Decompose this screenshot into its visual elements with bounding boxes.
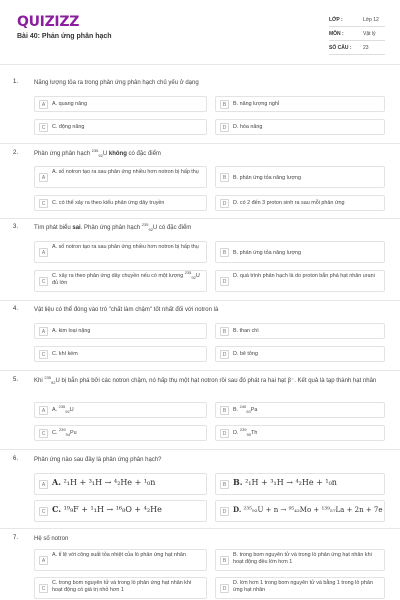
- option-letter-box: C: [39, 584, 48, 593]
- question-text: Phản ứng nào sau đây là phản ứng phân hạch?: [34, 457, 162, 463]
- worksheet-meta: [329, 13, 385, 55]
- option-text: D. $^{239}_{90}$Th: [233, 427, 258, 438]
- quizizz-logo: QUIZIZZ: [17, 14, 80, 30]
- question-number: 5.: [13, 377, 19, 383]
- option-text: B. phản ứng tỏa năng lượng: [233, 175, 302, 181]
- question-text: Hệ số notron: [34, 536, 69, 542]
- meta-class-row: [329, 13, 385, 27]
- answer-option[interactable]: [215, 323, 385, 339]
- option-text: D. quá trình phản hạch là do proton bắn phá hạt nhân urani: [233, 273, 375, 279]
- question-number: 2.: [13, 150, 19, 156]
- question-number: 1.: [13, 79, 19, 85]
- option-text: A. số notron tạo ra sau phản ứng nhiều hơn notron bị hấp thụ: [52, 244, 199, 250]
- option-letter-box: A: [39, 556, 48, 565]
- option-letter-box: A: [39, 327, 48, 336]
- question-number: 7.: [13, 535, 19, 541]
- option-letter-box: D: [220, 277, 229, 286]
- option-letter-box: D: [220, 123, 229, 132]
- answer-option[interactable]: [34, 346, 207, 362]
- option-letter-box: D: [220, 507, 229, 516]
- option-letter-box: B: [220, 327, 229, 336]
- question-text: Khi $^{235}_{92}$U bị bắn phá bởi các notron chậm, nó hấp thụ một hạt notron rồi sau đó phát ra hai hạt β⁻. Kết quả là tạp thành hạt nhân: [34, 375, 377, 386]
- option-text: B. năng lượng nghỉ: [233, 101, 280, 107]
- answer-option[interactable]: [34, 549, 207, 571]
- worksheet-title: Bài 40: Phản ứng phân hạch: [17, 33, 112, 40]
- option-text: D. có 2 đến 3 proton sinh ra sau mỗi phản ứng: [233, 200, 345, 206]
- option-text: C. trong bom nguyên tử và trong lò phản ứng hạt nhân khi hoạt động có giá trị nhỏ hơn 1: [52, 580, 192, 593]
- option-letter-box: D: [220, 429, 229, 438]
- answer-option[interactable]: [215, 195, 385, 211]
- option-letter-box: D: [220, 199, 229, 208]
- option-letter-box: A: [39, 100, 48, 109]
- answer-option[interactable]: [34, 425, 207, 441]
- question-text: Năng lượng tỏa ra trong phản ứng phân hạch chủ yếu ở dạng: [34, 80, 199, 86]
- answer-option[interactable]: [215, 425, 385, 441]
- meta-class-value: Lớp 12: [363, 17, 379, 23]
- answer-option[interactable]: [215, 241, 385, 263]
- answer-option[interactable]: [34, 96, 207, 112]
- option-text: A. số notron tạo ra sau phản ứng nhiều hơn notron bị hấp thụ: [52, 169, 199, 175]
- answer-option[interactable]: [215, 549, 385, 571]
- option-text: B. phản ứng tỏa năng lượng: [233, 250, 302, 256]
- option-text: D. bê tông: [233, 351, 258, 357]
- question-divider: [0, 143, 400, 144]
- answer-option[interactable]: [215, 346, 385, 362]
- answer-option[interactable]: [34, 241, 207, 263]
- option-letter-box: B: [220, 248, 229, 257]
- meta-count-value: 23: [363, 45, 369, 51]
- option-text: A. kim loại nặng: [52, 328, 91, 334]
- answer-option[interactable]: [215, 500, 385, 522]
- answer-option[interactable]: [215, 119, 385, 135]
- option-text: B. trong bom nguyên tử và trong lò phản ứng hạt nhân khi hoạt động đều lớn hơn 1: [233, 552, 372, 565]
- question-divider: [0, 218, 400, 219]
- worksheet-header: [0, 0, 400, 62]
- option-text: C. xảy ra theo phản ứng dây chuyền nếu có một lượng $^{235}_{92}$U đủ lớn: [52, 270, 200, 286]
- option-equation: C. ¹⁹₉F + ¹₁H → ¹⁶₈O + ⁴₂He: [52, 504, 162, 514]
- meta-subject-row: [329, 27, 385, 41]
- option-text: A. tỉ lệ với công suất tỏa nhiệt của lò phản ứng hạt nhân: [52, 552, 186, 558]
- question-divider: [0, 528, 400, 529]
- answer-option[interactable]: [34, 473, 207, 495]
- answer-option[interactable]: [215, 473, 385, 495]
- option-text: C. $^{239}_{94}$Pu: [52, 427, 77, 438]
- option-letter-box: C: [39, 199, 48, 208]
- question-divider: [0, 449, 400, 450]
- header-divider: [0, 64, 400, 65]
- option-letter-box: C: [39, 507, 48, 516]
- option-text: B. than chì: [233, 328, 259, 334]
- option-text: D. hóa năng: [233, 124, 263, 130]
- option-letter-box: C: [39, 429, 48, 438]
- question-text: Phản ứng phân hạch $^{235}_{92}$U không có đặc điểm: [34, 148, 161, 159]
- answer-option[interactable]: [34, 270, 207, 292]
- answer-option[interactable]: [215, 166, 385, 188]
- option-letter-box: B: [220, 480, 229, 489]
- option-text: A. $^{235}_{92}$U: [52, 404, 74, 415]
- answer-option[interactable]: [34, 166, 207, 188]
- option-text: B. $^{240}_{93}$Pa: [233, 404, 258, 415]
- option-letter-box: A: [39, 480, 48, 489]
- option-equation: D. ²³⁵₉₂U + n → ⁹⁵₄₂Mo + ¹³⁹₅₇La + 2n + 7e: [233, 505, 383, 514]
- option-text: D. lớn hơn 1 trong bom nguyên tử và bằng 1 trong lò phản ứng hạt nhân: [233, 580, 373, 593]
- answer-option[interactable]: [215, 270, 385, 292]
- option-text: C. động năng: [52, 124, 85, 130]
- answer-option[interactable]: [34, 195, 207, 211]
- answer-option[interactable]: [34, 577, 207, 599]
- question-text: Tìm phát biểu sai. Phản ứng phân hạch $^{235}_{92}$U có đặc điểm: [34, 222, 192, 233]
- meta-subject-label: MÔN :: [329, 31, 344, 37]
- option-text: C. khí kém: [52, 351, 78, 357]
- option-text: A. quang năng: [52, 101, 88, 107]
- question-number: 6.: [13, 456, 19, 462]
- answer-option[interactable]: [34, 323, 207, 339]
- option-equation: A. ²₁H + ³₁H → ⁴₂He + ¹₀n: [52, 477, 156, 487]
- option-letter-box: D: [220, 350, 229, 359]
- option-letter-box: D: [220, 584, 229, 593]
- answer-option[interactable]: [34, 402, 207, 418]
- option-letter-box: C: [39, 350, 48, 359]
- meta-count-label: SỐ CÂU :: [329, 45, 352, 51]
- option-text: C. có thể xảy ra theo kiểu phản ứng dây truyền: [52, 200, 165, 206]
- option-letter-box: B: [220, 173, 229, 182]
- answer-option[interactable]: [215, 96, 385, 112]
- option-letter-box: B: [220, 556, 229, 565]
- meta-class-label: LỚP :: [329, 17, 343, 23]
- option-letter-box: A: [39, 173, 48, 182]
- option-equation: B. ²₁H + ³₁H → ⁴₂He + ¹₀n: [233, 477, 337, 487]
- meta-subject-value: Vật lý: [363, 31, 376, 37]
- option-letter-box: B: [220, 100, 229, 109]
- question-number: 3.: [13, 224, 19, 230]
- option-letter-box: B: [220, 406, 229, 415]
- answer-option[interactable]: [215, 577, 385, 599]
- answer-option[interactable]: [34, 119, 207, 135]
- option-letter-box: A: [39, 248, 48, 257]
- answer-option[interactable]: [215, 402, 385, 418]
- answer-option[interactable]: [34, 500, 207, 522]
- option-letter-box: C: [39, 277, 48, 286]
- question-text: Vật liệu có thể đóng vào trò "chất làm chậm" tốt nhất đối với notron là: [34, 307, 219, 313]
- question-number: 4.: [13, 306, 19, 312]
- option-letter-box: C: [39, 123, 48, 132]
- question-divider: [0, 300, 400, 301]
- meta-count-row: [329, 41, 385, 55]
- option-letter-box: A: [39, 406, 48, 415]
- question-divider: [0, 370, 400, 371]
